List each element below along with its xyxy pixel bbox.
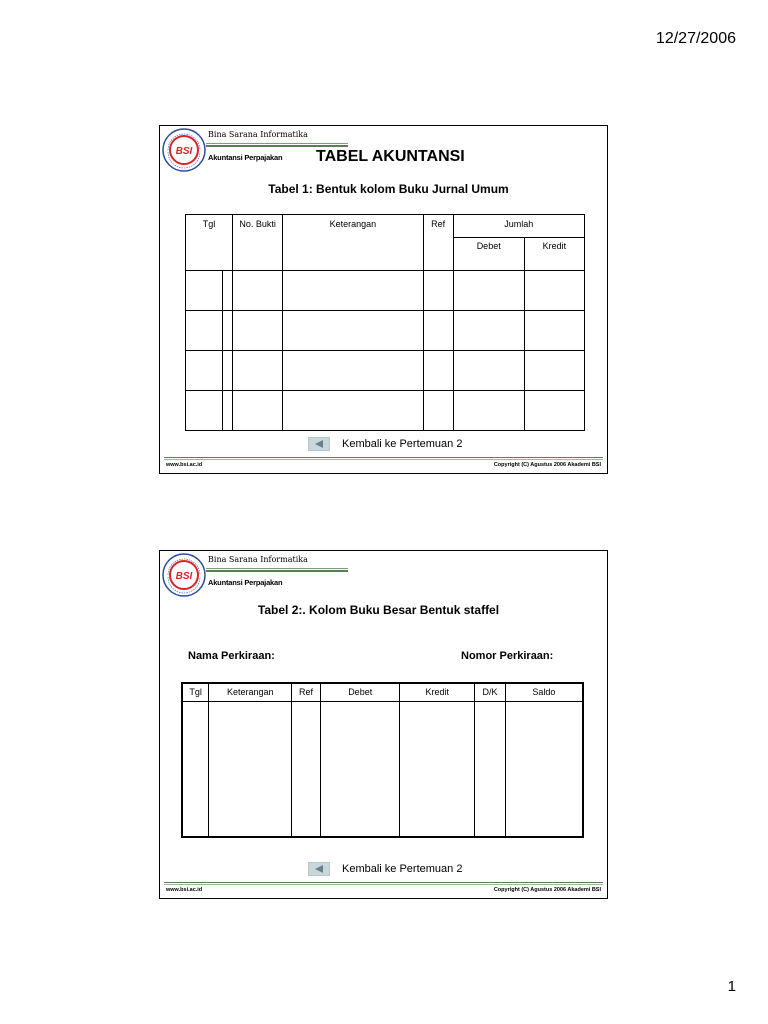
col-header-kredit: Kredit xyxy=(400,683,475,701)
col-header-debet: Debet xyxy=(453,238,524,271)
table-row xyxy=(186,271,585,311)
col-header-ref: Ref xyxy=(423,215,453,271)
course-name: Akuntansi Perpajakan xyxy=(208,578,283,587)
slide-title: TABEL AKUNTANSI xyxy=(316,148,465,165)
back-arrow-icon xyxy=(308,437,330,451)
org-name: Bina Sarana Informatika xyxy=(208,130,308,139)
col-header-tgl: Tgl xyxy=(186,215,233,271)
bsi-logo-icon xyxy=(160,126,208,174)
col-header-dk: D/K xyxy=(475,683,506,701)
col-header-jumlah: Jumlah xyxy=(453,215,584,238)
slide-journal-table xyxy=(159,125,608,474)
course-name: Akuntansi Perpajakan xyxy=(208,153,283,162)
col-header-debet: Debet xyxy=(320,683,400,701)
header-rule xyxy=(206,143,348,147)
footer-rule xyxy=(164,882,603,885)
table-row xyxy=(186,391,585,431)
back-link-label: Kembali ke Pertemuan 2 xyxy=(342,438,463,450)
back-to-meeting-2-button[interactable] xyxy=(308,860,468,878)
col-header-keterangan: Keterangan xyxy=(283,215,423,271)
table-row xyxy=(182,701,583,837)
col-header-no-bukti: No. Bukti xyxy=(233,215,283,271)
table-caption: Tabel 1: Bentuk kolom Buku Jurnal Umum xyxy=(268,182,509,196)
footer-copyright: Copyright (C) Agustus 2006 Akademi BSI xyxy=(493,462,601,468)
page-number: 1 xyxy=(727,978,736,995)
col-header-kredit: Kredit xyxy=(524,238,584,271)
col-header-ref: Ref xyxy=(292,683,321,701)
back-to-meeting-2-button[interactable] xyxy=(308,435,468,453)
bsi-logo-icon xyxy=(160,551,208,599)
table-row xyxy=(186,311,585,351)
col-header-saldo: Saldo xyxy=(505,683,583,701)
account-number-label: Nomor Perkiraan: xyxy=(461,650,554,662)
svg-text:BSI: BSI xyxy=(175,571,193,582)
back-link-label: Kembali ke Pertemuan 2 xyxy=(342,863,463,875)
org-name: Bina Sarana Informatika xyxy=(208,555,308,564)
svg-text:BSI: BSI xyxy=(175,146,193,157)
footer-website: www.bsi.ac.id xyxy=(166,887,203,893)
header-rule xyxy=(206,568,348,572)
col-header-keterangan: Keterangan xyxy=(209,683,292,701)
table-row xyxy=(186,351,585,391)
slide-ledger-table xyxy=(159,550,608,899)
journal-table xyxy=(185,214,585,431)
ledger-table xyxy=(181,682,584,838)
col-header-tgl: Tgl xyxy=(182,683,209,701)
back-arrow-icon xyxy=(308,862,330,876)
page-date: 12/27/2006 xyxy=(655,30,736,47)
footer-rule xyxy=(164,457,603,460)
footer-website: www.bsi.ac.id xyxy=(166,462,203,468)
footer-copyright: Copyright (C) Agustus 2006 Akademi BSI xyxy=(493,887,601,893)
table-caption: Tabel 2:. Kolom Buku Besar Bentuk staffel xyxy=(257,603,500,617)
account-name-label: Nama Perkiraan: xyxy=(188,650,275,662)
